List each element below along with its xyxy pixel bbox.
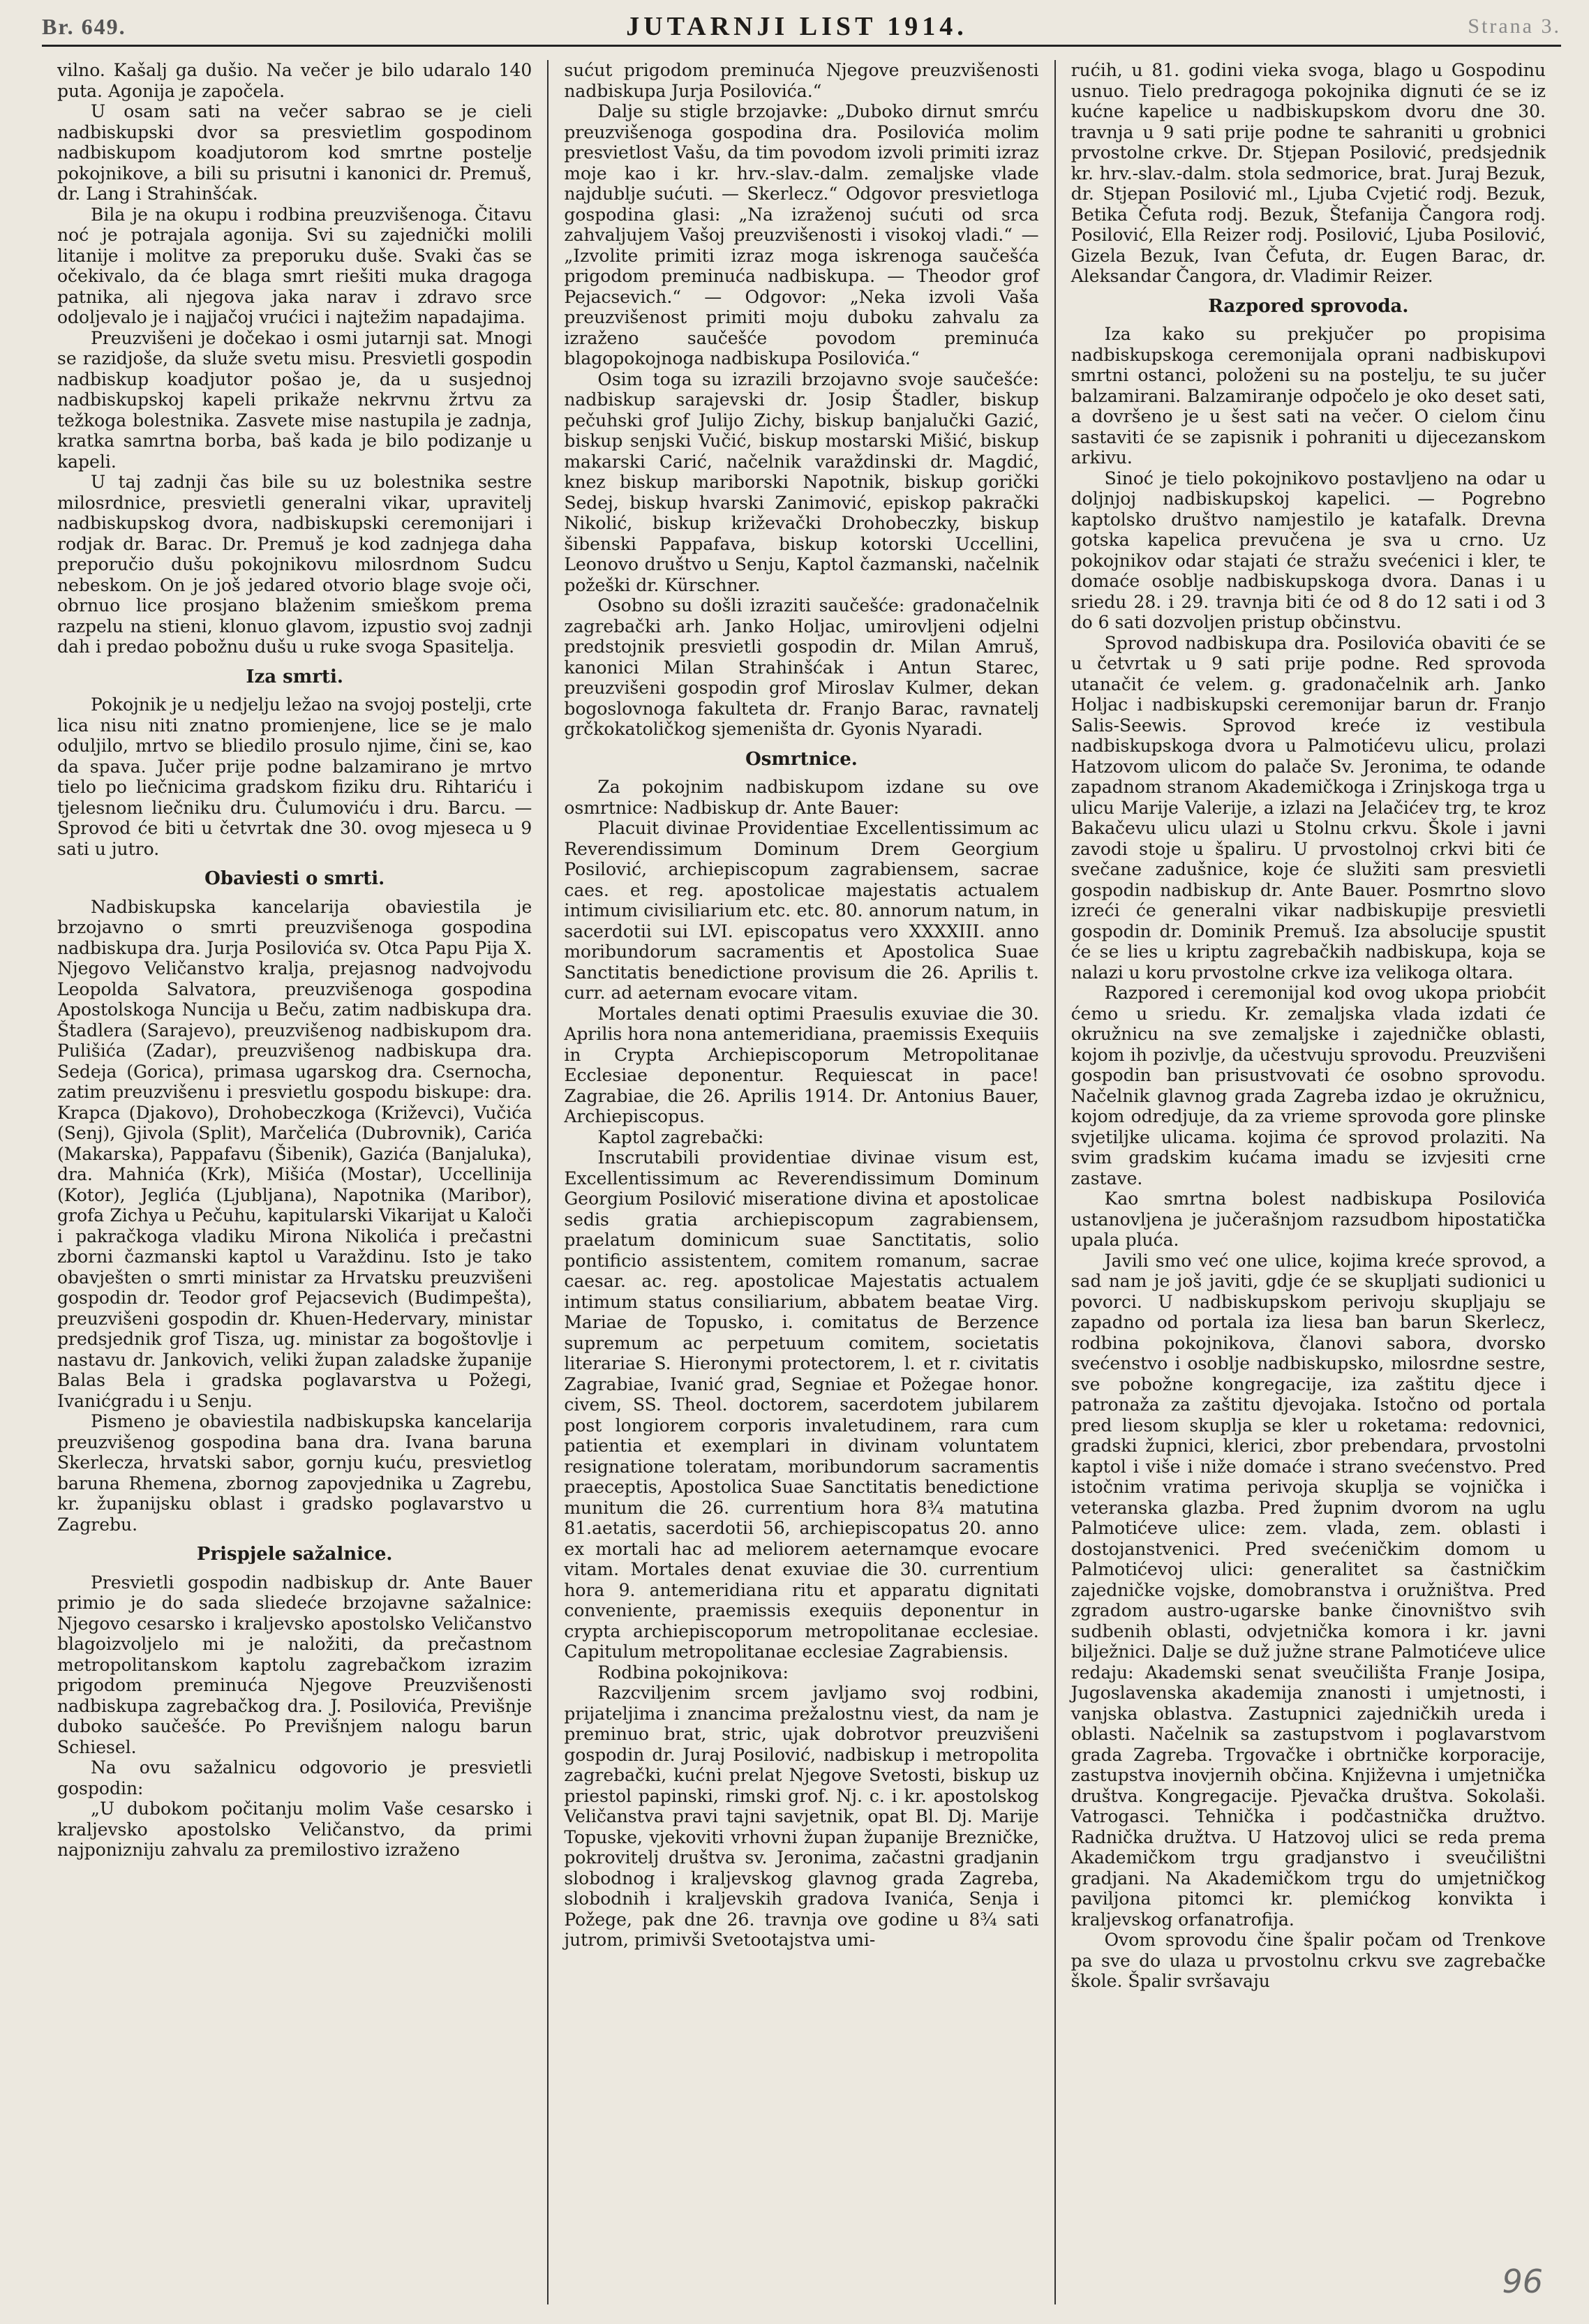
paragraph: Kao smrtna bolest nadbiskupa Posilovića ustanovljena je jučerašnjom razsudbom hipostatička upala pluća.	[1070, 1189, 1546, 1250]
paragraph: Sprovod nadbiskupa dra. Posilovića obaviti će se u četvrtak u 9 sati prije podne. Red sprovoda utanačit će velem. g. gradonačelnik arh. Janko Holjac i nadbiskupski ceremonijar barun dr. Franjo Salis-Seewis. Sprovod kreće iz vestibula nadbiskupskoga dvora u Palmotićevu ulicu, prolazi Hatzovom ulicom do palače Sv. Jeronima, te odande zapadnom stranom Akademičkoga i Zrinjskoga trga u ulicu Marije Valerije, a izlazi na Jelačićev trg, te kroz Bakačevu ulicu ulazi u Stolnu crkvu. Škole i javni zavodi stoje u špaliru. U prvostolnoj crkvi biti će svečane zadušnice, koje će služiti sam presvietli gospodin nadbiskup dr. Ante Bauer. Posmrtno slovo izreći će generalni vikar nadbiskupije presvietli gospodin dr. Dominik Premuš. Iza absolucije spustit će se lies u kriptu zagrebačkih nadbiskupa, koja se nalazi u koru prvostolne crkve iza velikoga oltara.	[1070, 632, 1546, 983]
paragraph: vilno. Kašalj ga dušio. Na večer je bilo udaralo 140 puta. Agonija je započela.	[57, 60, 532, 101]
issue-number: Br. 649.	[42, 13, 126, 39]
column-1	[42, 60, 547, 2304]
paragraph: rućih, u 81. godini vieka svoga, blago u Gospodinu usnuo. Tielo predragoga pokojnika dignuti će se iz kućne kapelice u nadbiskupskom dvoru dne 30. travnja u 9 sati prije podne te sahraniti u grobnici prvostolne crkve. Dr. Stjepan Posilović, predsjednik kr. hrv.-slav.-dalm. stola sedmorice, brat. Juraj Bezuk, dr. Stjepan Posilović ml., Ljuba Cvjetić rodj. Bezuk, Betika Čefuta rodj. Bezuk, Štefanija Čangora rodj. Posilović, Ella Reizer rodj. Posilović, Ljuba Posilović, Gizela Bezuk, Ivan Čefuta, dr. Eugen Barac, dr. Aleksandar Čangora, dr. Vladimir Reizer.	[1070, 60, 1546, 286]
section-heading: Prispjele sažalnice.	[196, 1544, 393, 1565]
paragraph: Mortales denati optimi Praesulis exuviae die 30. Aprilis hora nona antemeridiana, praemissis Exequiis in Crypta Archiepiscoporum Metropolitanae Ecclesiae deponentur. Requiescat in pace! Zagrabiae, die 26. Aprilis 1914. Dr. Antonius Bauer, Archiepiscopus.	[564, 1003, 1039, 1126]
page-label: Strana 3.	[1468, 15, 1561, 38]
paragraph: Preuzvišeni je dočekao i osmi jutarnji sat. Mnogi se razidjoše, da služe svetu misu. Presvietli gospodin nadbiskup koadjutor pošao je, da u susjednoj nadbiskupskoj kapeli prikaže nekrvnu žrtvu za težkoga bolestnika. Zasvete mise nastupila je zadnja, kratka samrtna borba, baš kada je bilo podizanje u kapeli.	[57, 327, 532, 472]
column-3	[1054, 60, 1561, 2304]
paragraph: Nadbiskupska kancelarija obaviestila je brzojavno o smrti preuzvišenoga gospodina nadbiskupa dra. Jurja Posilovića sv. Otca Papu Pija X. Njegovo Veličanstvo kralja, prejasnog nadvojvodu Leopolda Salvatora, preuzvišenoga gospodina Apostolskoga Nuncija u Beču, zatim nadbiskupa dra. Štadlera (Sarajevo), preuzvišenog nadbiskupom dra. Pulišića (Zadar), preuzvišenog nadbiskupa dra. Sedeja (Gorica), primasa ugarskog dra. Csernocha, zatim preuzvišenu i presvietlu gospodu biskupe: dra. Krapca (Djakovo), Drohobeczkoga (Križevci), Vučića (Senj), Gjivola (Split), Marčelića (Dubrovnik), Carića (Makarska), Pappafavu (Šibenik), Gazića (Banjaluka), dra. Mahnića (Krk), Mišića (Mostar), Uccellinija (Kotor), Jeglića (Ljubljana), Napotnika (Maribor), grofa Zichya u Pečuhu, kapitularski Vikarijat u Kaloči i pakračkoga vladiku Mirona Nikolića i prečastni zborni čazmanski kaptol u Varaždinu. Isto je tako obavješten o smrti ministar za Hrvatsku preuzvišeni gospodin dr. Teodor grof Pejacsevich (Budimpešta), preuzvišeni gospodin dr. Khuen-Hedervary, ministar predsjednik grof Tisza, ug. ministar za bogoštovlje i nastavu dr. Jankovich, veliki župan zaladske županije Balas Bela i gradska poglavarstva u Požegi, Ivanićgradu i u Senju.	[57, 896, 532, 1411]
paragraph: Pismeno je obaviestila nadbiskupska kancelarija preuzvišenog gospodina bana dra. Ivana baruna Skerlecza, hrvatski sabor, gornju kuću, presvietlog baruna Rhemena, zbornog zapovjednika u Zagrebu, kr. županijsku oblast i gradsko poglavarstvo u Zagrebu.	[57, 1411, 532, 1535]
paragraph: U osam sati na večer sabrao se je cieli nadbiskupski dvor sa presvietlim gospodinom nadbiskupom koadjutorom kod smrtne postelje pokojnikove, a bili su prisutni i kanonici dr. Premuš, dr. Lang i Strahinšćak.	[57, 101, 532, 204]
paragraph: „U dubokom počitanju molim Vaše cesarsko i kraljevsko apostolsko Veličanstvo, da primi najponizniju zahvalu za premilostivo izraženo	[57, 1798, 532, 1860]
paragraph: Rodbina pokojnikova:	[597, 1662, 789, 1683]
section-heading: Obaviesti o smrti.	[204, 868, 385, 889]
paragraph: Presvietli gospodin nadbiskup dr. Ante Bauer primio je do sada sliedeće brzojavne sažalnice: Njegovo cesarsko i kraljevsko apostolsko Veličanstvo blagoizvoljelo mi je naložiti, da prečastnom metropolitanskom kaptolu zagrebačkom izrazim prigodom preminuća Njegove Preuzvišenosti nadbiskupa zagrebačkog dra. J. Posilovića, Previšnje duboko saučešće. Po Previšnjem nalogu barun Schiesel.	[57, 1572, 532, 1757]
paragraph: Placuit divinae Providentiae Excellentissimum ac Reverendissimum Dominum Drem Georgium Posilović, archiepiscopum zagrabiensem, sacrae caes. et reg. apostolicae majestatis actualem intimum civisiliarium etc. etc. 80. annorum natum, in sacerdotii sui LVI. episcopatus vero XXXXIII. anno moribundorum sacramentis et Apostolica Suae Sanctitatis benedictione provisum die 26. Aprilis t. curr. ad aeternam evocare vitam.	[564, 818, 1039, 1003]
paragraph: sućut prigodom preminuća Njegove preuzvišenosti nadbiskupa Jurja Posilovića.“	[564, 60, 1039, 101]
paragraph: Osim toga su izrazili brzojavno svoje saučešće: nadbiskup sarajevski dr. Josip Štadler, biskup pečuhski grof Julijo Zichy, biskup banjalučki Gazić, biskup senjski Vučić, biskup mostarski Mišić, biskup makarski Carić, načelnik varaždinski dr. Magdić, knez biskup mariborski Napotnik, biskup gorički Sedej, biskup hvarski Zanimović, episkop pakrački Nikolić, biskup križevački Drohobeczky, biskup šibenski Pappafava, biskup kotorski Uccellini, Leonovo društvo u Senju, Kaptol čazmanski, načelnik požeški dr. Kürschner.	[564, 368, 1039, 595]
section-heading: Iza smrti.	[246, 666, 343, 687]
column-2	[547, 60, 1054, 2304]
article-columns	[42, 60, 1561, 2304]
paragraph: Na ovu sažalnicu odgovorio je presvietli gospodin:	[57, 1757, 532, 1798]
section-heading: Osmrtnice.	[745, 748, 858, 770]
paragraph: Sinoć je tielo pokojnikovo postavljeno na odar u doljnjoj nadbiskupskoj kapelici. — Pogrebno kaptolsko društvo namjestilo je katafalk. Drevna gotska kapelica prevučena je sva u crno. Uz pokojnikov odar stajati će stražu svećenici i kler, te domaće osoblje nadbiskupskoga dvora. Danas i u sriedu 28. i 29. travnja biti će od 8 do 12 sati i od 3 do 6 sati dozvoljen pristup občinstvu.	[1070, 468, 1546, 632]
newspaper-title: JUTARNJI LIST 1914.	[626, 12, 968, 41]
paragraph: Dalje su stigle brzojavke: „Duboko dirnut smrću preuzvišenoga gospodina dra. Posilovića molim presvietlost Vašu, da tim povodom izvoli primiti izraz moje kao i kr. hrv.-slav.-dalm. zemaljske vlade najdublje sućuti. — Skerlecz.“ Odgovor presvietloga gospodina glasi: „Na izraženoj sućuti od srca zahvaljujem Vašoj preuzvišenosti i visokoj vladi.“ — „Izvolite primiti izraz moga iskrenoga saučešća prigodom preminuća nadbiskupa. — Theodor grof Pejacsevich.“ — Odgovor: „Neka izvoli Vaša preuzvišenost primiti moju duboku zahvalu za izraženo saučešće povodom preminuća blagopokojnoga nadbiskupa Posilovića.“	[564, 101, 1039, 368]
paragraph: Osobno su došli izraziti saučešće: gradonačelnik zagrebački arh. Janko Holjac, umirovljeni odjelni predstojnik presvietli gospodin dr. Milan Amruš, kanonici Milan Strahinšćak i Antun Starec, preuzvišeni gospodin grof Miroslav Kulmer, dekan bogoslovnoga fakulteta dr. Franjo Barac, ravnatelj grčkokatoličkog sjemeništa dr. Gyonis Nyaradi.	[564, 595, 1039, 739]
paragraph: Iza kako su prekjučer po propisima nadbiskupskoga ceremonijala oprani nadbiskupovi smrtni ostanci, položeni su na postelju, te su jučer balzamirani. Balzamiranje odpočelo je oko deset sati, a dovršeno je u šest sati na večer. O cielom činu sastaviti će se zapisnik i pohraniti u dijecezanskom arkivu.	[1070, 324, 1546, 468]
paragraph: U taj zadnji čas bile su uz bolestnika sestre milosrdnice, presvietli generalni vikar, upravitelj nadbiskupskog dvora, nadbiskupski ceremonijari i rodjak dr. Barac. Dr. Premuš je kod zadnjega daha preporučio dušu pokojnikovu milosrdnom Sudcu nebeskom. On je još jedared otvorio blage svoje oči, obrnuo lice prosjano blaženim smieškom prema razpelu na stieni, klonuo glavom, izpustio svoj zadnji dah i predao pobožnu dušu u ruke svoga Spasitelja.	[57, 472, 532, 657]
paragraph: Kaptol zagrebački:	[597, 1126, 764, 1147]
paragraph: Za pokojnim nadbiskupom izdane su ove osmrtnice: Nadbiskup dr. Ante Bauer:	[564, 777, 1039, 818]
paragraph: Pokojnik je u nedjelju ležao na svojoj postelji, crte lica nisu niti znatno promienjene, lice se je malo odulјilo, mrtvo se bliedilo prosulo njime, čini se, kao da spava. Jučer prije podne balzamirano je mrtvo tielo po liečnicima gradskom fiziku dru. Rihtariću i tjelesnom liečniku dru. Čulumoviću i dru. Barcu. — Sprovod će biti u četvrtak dne 30. ovog mjeseca u 9 sati u jutro.	[57, 694, 532, 859]
handwritten-page-number: 96	[1502, 2263, 1543, 2300]
section-heading: Razpored sprovoda.	[1208, 295, 1409, 317]
paragraph: Bila je na okupu i rodbina preuzvišenoga. Čitavu noć je potrajala agonija. Svi su zajednički molili litanije i molitve za preporuku duše. Svaki čas se očekivalo, da će blaga smrt riešiti muka dragoga patnika, ali njegova jaka narav i zdravo srce odoljevalo je i najjačoj vrućici i najtežim napadajima.	[57, 204, 532, 327]
paragraph: Javili smo već one ulice, kojima kreće sprovod, a sad nam je još javiti, gdje će se skupljati sudionici u povorci. U nadbiskupskom perivoju skupljaju se zapadno od portala iza liesa ban barun Skerlecz, rodbina pokojnikova, članovi sabora, dvorsko svećenstvo i osoblje nadbiskupsko, milosrdne sestre, sve pobožne kongregacije, iza zaštitu djece i patronaža za zaštitu djevojaka. Istočno od portala pred liesom skuplja se kler u roketama: redovnici, gradski župnici, klerici, zbor prebendara, prvostolni kaptol i više i niže domaće i strano svećenstvo. Pred istočnim vratima perivoja skuplja se vojnička i veteranska glazba. Pred župnim dvorom na uglu Palmotićeve ulice: zem. vlada, zem. oblasti i dostojanstvenici. Pred svećeničkim domom u Palmotićevoj ulici: generalitet sa častničkim zajedničke vojske, domobranstva i oružništva. Pred zgradom austro-ugarske banke činovništvo svih sudbenih oblasti, odvjetnička komora i kr. javni bilježnici. Dalje se duž južne strane Palmotićeve ulice redaju: Akademski senat sveučilišta Franje Josipa, Jugoslavenska akademija znanosti i umjetnosti, i vanjska oblastva. Zastupnici zajedničkih ureda i oblasti. Načelnik sa zastupstvom i poglavarstvom grada Zagreba. Trgovačke i obrtničke korporacije, zastupstva inovjernih občina. Književna i umjetnička društva. Kongregacije. Pjevačka društva. Sokolaši. Vatrogasci. Tehnička i podčastnička družtvo. Radnička družtva. U Hatzovoj ulici se reda prema Akademičkom trgu gradjanstvo i sveučilištni gradjani. Na Akademičkom trgu do umjetničkog paviljona pitomci kr. plemićkog konvikta i kraljevskog orfanatrofija.	[1070, 1250, 1546, 1930]
paragraph: Razcviljenim srcem javljamo svoj rodbini, prijateljima i znancima prežalostnu viest, da nam je preminuo brat, stric, ujak dobrotvor preuzvišeni gospodin dr. Juraj Posilović, nadbiskup i metropolita zagrebački, kućni prelat Njegove Svetosti, biskup uz priestol papinski, rimski grof. Nj. c. i kr. apostolskog Veličanstva pravi tajni savjetnik, opat Bl. Dj. Marije Topuske, vjekoviti vrhovni župan županije Brezničke, pokrovitelj društva sv. Jeronima, začastni gradjanin slobodnog i kraljevskog glavnog grada Zagreba, slobodnih i kraljevskih gradova Ivanića, Senja i Požege, pak dne 26. travnja ove godine u 8¾ sati jutrom, primivši Svetootajstva umi-	[564, 1683, 1039, 1950]
paragraph: Ovom sprovodu čine špalir počam od Trenkove pa sve do ulaza u prvostolnu crkvu sve zagrebačke škole. Špalir svršavaju	[1070, 1930, 1546, 1991]
page-header	[42, 8, 1561, 47]
paragraph: Inscrutabili providentiae divinae visum est, Excellentissimum ac Reverendissimum Dominum Georgium Posilović miseratione divina et apostolicae sedis gratia archiepiscopum zagrabiensem, praelatum dominicum suae Sanctitatis, solio pontificio assistentem, comitem romanum, sacrae caesar. ac. reg. apostolicae Majestatis actualem intimum status consiliarium, abbatem beatae Virg. Mariae de Topusko, i. comitatus de Berzence supremum ac perpetuum comitem, societatis literariae S. Hieronymi protectorem, l. et r. civitatis Zagrabiae, Ivanić grad, Segniae et Požegae honor. civem, SS. Theol. doctorem, sacerdotem jubilarem post longiorem corporis invaletudinem, rara cum patientia et exemplari in divinam voluntatem resignatione toleratam, moribundorum sacramentis praeceptis, Apostolica Suae Sanctitatis benedictione munitum die 26. currentium hora 8¾ matutina 81.aetatis, sacerdotii 56, archiepiscopatus 20. anno ex mortali hac ad meliorem aeternamque evocare vitam. Mortales denat exuviae die 30. currentium hora 9. antemeridiana ritu et apparatu dignitati conveniente, praemissis exequiis deponentur in crypta archiepiscoporum metropolitanae ecclesiae. Capitulum metropolitanae ecclesiae Zagrabiensis.	[564, 1147, 1039, 1662]
paragraph: Razpored i ceremonijal kod ovog ukopa priobćit ćemo u sriedu. Kr. zemaljska vlada izdati će okružnicu na sve zemaljske i zajedničke oblasti, kojom ih pozivlje, da učestvuju sprovodu. Preuzvišeni gospodin ban prisustvovati će osobno sprovodu. Načelnik glavnog grada Zagreba izdao je okružnicu, kojom odredjuje, da za vrieme sprovoda gore plinske svjetiljke ulicama. kojima će sprovod prolaziti. Na svim gradskim kućama imadu se izvjesiti crne zastave.	[1070, 983, 1546, 1189]
